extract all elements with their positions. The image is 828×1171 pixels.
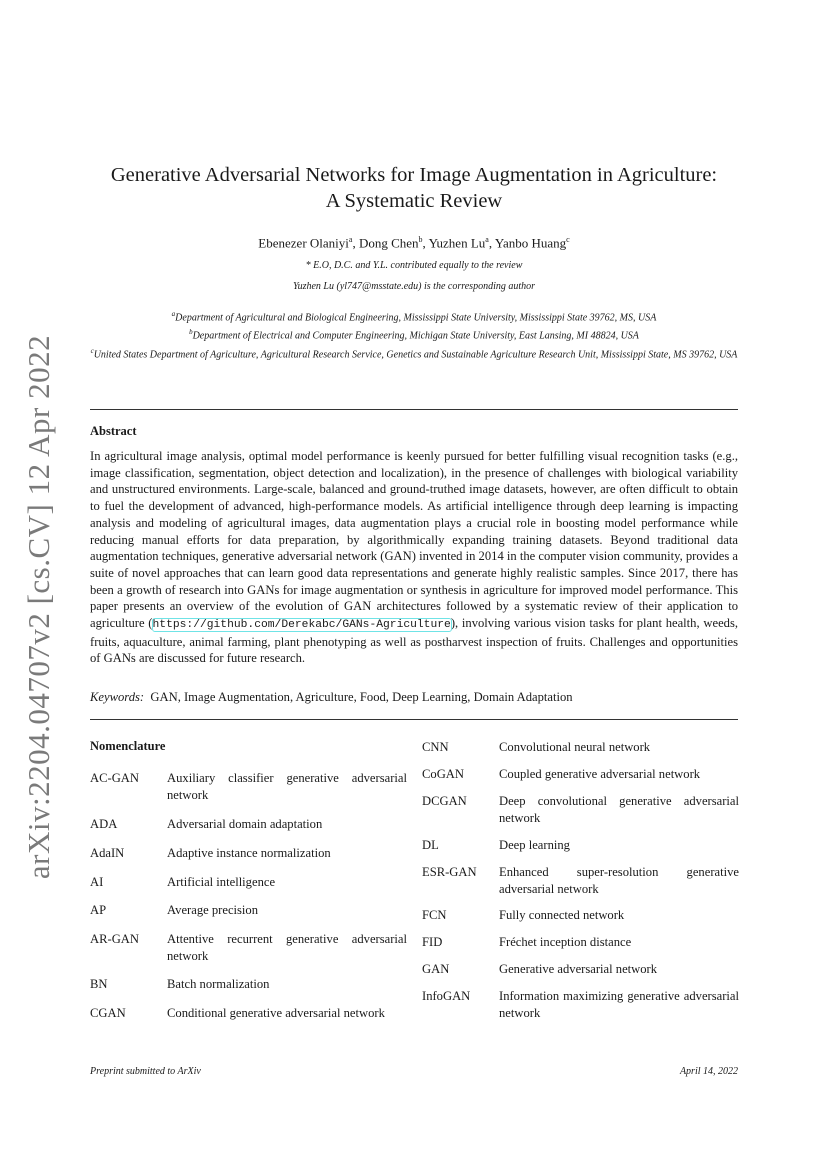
nomenclature-abbr: GAN [422, 962, 450, 976]
nomenclature-definition: Batch normalization [167, 977, 270, 991]
author-name: Yanbo Huang [494, 235, 567, 251]
footer-date: April 14, 2022 [679, 1066, 738, 1077]
nomenclature-abbr: FCN [422, 908, 447, 922]
nomenclature-abbr: AdaIN [90, 846, 125, 860]
nomenclature-definition: Convolutional neural network [499, 740, 651, 754]
nomenclature-definition: Information maximizing generative adversarial network [499, 989, 739, 1020]
affiliation-c: $^c$United States Department of Agriculture, Agricultural Research Service, Genetics and Sustainable Agriculture Research Unit, Mississippi State, MS 39762, USA [90, 346, 738, 360]
author-list: Ebenezer Olaniyi$^a$, Dong Chen$^b$, Yuzhen Lu$^a$, Yanbo Huang$^c$ [258, 235, 570, 251]
keywords-line [90, 690, 738, 705]
affiliation-a: $^a$Department of Agricultural and Biological Engineering, Mississippi State University, Mississippi State 39762, MS, USA [171, 310, 657, 324]
nomenclature-heading: Nomenclature [90, 739, 166, 753]
nomenclature-definition: Generative adversarial network [499, 962, 658, 976]
nomenclature-definition: Adversarial domain adaptation [167, 817, 323, 831]
arxiv-identifier: arXiv:2204.04707v2 [cs.CV] 12 Apr 2022 [21, 334, 57, 880]
nomenclature-abbr: AI [90, 875, 104, 889]
author-affil-mark: a [485, 235, 489, 244]
corresponding-author-note: Yuzhen Lu (yl747@msstate.edu) is the corresponding author [292, 281, 536, 292]
nomenclature-definition: Auxiliary classifier generative adversarial network [167, 771, 407, 802]
author-affil-mark: b [418, 235, 423, 244]
nomenclature-abbr: FID [422, 935, 443, 949]
title-line-2: A Systematic Review [325, 190, 503, 212]
top-divider [90, 409, 738, 410]
arxiv-side-stamp [21, 334, 57, 880]
nomenclature-definition: Conditional generative adversarial network [167, 1006, 385, 1020]
nomenclature-definition: Average precision [167, 903, 259, 917]
nomenclature-abbr: ADA [90, 817, 118, 831]
nomenclature-abbr: AR-GAN [90, 932, 139, 946]
nomenclature-definition: Adaptive instance normalization [167, 846, 331, 860]
nomenclature-definition: Deep convolutional generative adversarial network [499, 794, 739, 825]
bottom-divider [90, 719, 738, 720]
equal-contribution-note: * E.O, D.C. and Y.L. contributed equally to the review [305, 260, 523, 271]
footer-preprint-note: Preprint submitted to ArXiv [90, 1066, 201, 1077]
keywords-text: GAN, Image Augmentation, Agriculture, Food, Deep Learning, Domain Adaptation [150, 690, 573, 704]
nomenclature-abbr: CGAN [90, 1006, 126, 1020]
nomenclature-abbr: InfoGAN [422, 989, 471, 1003]
nomenclature-definition: Coupled generative adversarial network [499, 767, 701, 781]
affiliations [90, 307, 738, 362]
github-link[interactable]: https://github.com/Derekabc/GANs-Agriculture [152, 619, 451, 632]
author-affil-mark: c [566, 235, 570, 244]
nomenclature-definition: Attentive recurrent generative adversarial network [167, 932, 407, 963]
abstract-text: In agricultural image analysis, optimal model performance is keenly pursued for better fulfilling visual recognition tasks (e.g., image classification, segmentation, object detection and localization), in the presence of challenges with biological variability and unstructured environments. Large-scale, balanced and ground-truthed image datasets, however, are often difficult to obtain to fuel the development of advanced, high-performance models. As artificial intelligence through deep learning is impacting analysis and modeling of agricultural images, data augmentation plays a crucial role in boosting model performance while reducing manual efforts for data preparation, by algorithmically expanding training datasets. Beyond traditional data augmentation techniques, generative adversarial network (GAN) invented in 2014 in the computer vision community, provides a suite of novel approaches that can learn good data representations and generate highly realistic samples. Since 2017, there has been a growth of research into GANs for image augmentation or synthesis in agriculture for improved model performance. This paper presents an overview of the evolution of GAN architectures followed by a systematic review of their application to agriculture (https://github.com/Derekabc/GANs-Agriculture), involving various vision tasks for plant health, weeds, fruits, aquaculture, animal farming, plant phenotyping as well as postharvest inspection of fruits. Challenges and opportunities of GANs are discussed for future research. [90, 449, 739, 666]
author-name: Dong Chen [358, 235, 419, 251]
nomenclature-abbr: AP [90, 903, 107, 917]
nomenclature-abbr: CoGAN [422, 767, 464, 781]
nomenclature-abbr: AC-GAN [90, 771, 139, 785]
affiliation-b: $^b$Department of Electrical and Computer Engineering, Michigan State University, East Lansing, MI 48824, USA [189, 328, 639, 342]
abstract-heading: Abstract [90, 424, 137, 438]
paper-title [90, 162, 738, 214]
nomenclature-abbr: DCGAN [422, 794, 467, 808]
nomenclature-abbr: DL [422, 838, 439, 852]
nomenclature-abbr: ESR-GAN [422, 865, 477, 879]
author-affil-mark: a [348, 235, 353, 244]
author-name: Yuzhen Lu [428, 235, 486, 251]
author-name: Ebenezer Olaniyi [258, 235, 349, 251]
nomenclature-definition: Enhanced super-resolution generative adversarial network [499, 865, 739, 896]
nomenclature-abbr: BN [90, 977, 108, 991]
nomenclature-abbr: CNN [422, 740, 449, 754]
nomenclature-definition: Deep learning [499, 838, 570, 852]
nomenclature-definition: Artificial intelligence [167, 875, 276, 889]
keywords-label: Keywords: [90, 690, 145, 704]
nomenclature-definition: Fréchet inception distance [499, 935, 632, 949]
title-line-1: Generative Adversarial Networks for Image Augmentation in Agriculture: [110, 164, 718, 186]
nomenclature-definition: Fully connected network [499, 908, 625, 922]
